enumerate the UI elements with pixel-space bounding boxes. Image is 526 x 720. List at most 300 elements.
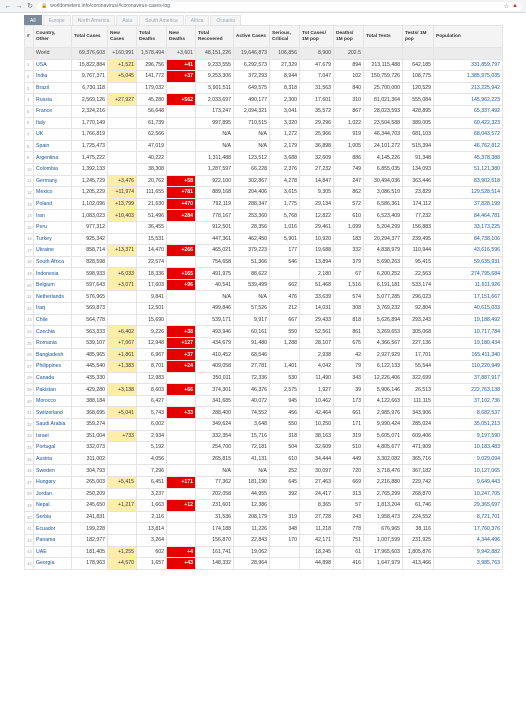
cell-new-cases	[108, 117, 137, 129]
cell-serious: 945	[270, 395, 300, 407]
cell-total-recovered: N/A	[196, 129, 234, 141]
cell-country[interactable]: Austria	[34, 453, 72, 465]
cell-deaths-per-1m: 1,099	[334, 221, 364, 233]
cell-deaths-per-1m: 202.5	[334, 48, 364, 60]
cell-deaths-per-1m: 308	[334, 303, 364, 315]
cell-new-cases	[108, 303, 137, 315]
back-arrow-icon[interactable]: ←	[4, 2, 12, 10]
table-row	[25, 430, 503, 442]
cell-total-tests: 9,990,424	[364, 419, 403, 431]
cell-total-recovered: 499,846	[196, 303, 234, 315]
cell-active-cases: 28,356	[234, 221, 270, 233]
cell-num: 7	[25, 129, 34, 141]
cell-new-cases	[108, 152, 137, 164]
cell-country[interactable]: Brazil	[34, 82, 72, 94]
header-country[interactable]: Country, Other	[34, 26, 72, 48]
cell-tot-cases-per-1m: 2,938	[300, 349, 334, 361]
cell-total-cases: 977,312	[72, 221, 108, 233]
warning-icon[interactable]: ▲	[512, 3, 518, 9]
cell-country[interactable]: Russia	[34, 94, 72, 106]
cell-num: 42	[25, 534, 34, 546]
star-icon[interactable]: ☆	[503, 3, 510, 10]
cell-total-recovered: 156,870	[196, 534, 234, 546]
tab-europe[interactable]: Europe	[43, 15, 71, 25]
cell-country[interactable]: UAE	[34, 546, 72, 558]
cell-total-recovered: 1,287,597	[196, 163, 234, 175]
header-active-cases[interactable]: Active Cases	[234, 26, 270, 48]
cell-serious: 3,615	[270, 187, 300, 199]
cell-total-deaths: 296,756	[137, 59, 167, 71]
table-row	[25, 476, 503, 488]
cell-active-cases: 710,515	[234, 117, 270, 129]
cell-new-deaths	[167, 129, 196, 141]
cell-deaths-per-1m: 379	[334, 256, 364, 268]
cell-total-cases: 182,977	[72, 534, 108, 546]
cell-country[interactable]: Turkey	[34, 233, 72, 245]
cell-deaths-per-1m: 1,516	[334, 279, 364, 291]
header-new-cases[interactable]: New Cases	[108, 26, 137, 48]
cell-total-tests: 5,204,299	[364, 221, 403, 233]
cell-total-deaths: 1,578,494	[137, 48, 167, 60]
header-population[interactable]: Population	[434, 26, 503, 48]
cell-total-recovered: 410,452	[196, 349, 234, 361]
cell-new-deaths: +96	[167, 279, 196, 291]
cell-population: 33,173,225	[434, 221, 503, 233]
cell-population: 59,635,931	[434, 256, 503, 268]
cell-total-tests: 5,906,146	[364, 384, 403, 396]
cell-new-cases: +1,861	[108, 349, 137, 361]
cell-new-cases: +4,570	[108, 558, 137, 570]
cell-country[interactable]: Romania	[34, 337, 72, 349]
table-row	[25, 291, 503, 303]
cell-tests-per-1m: 91,348	[403, 152, 434, 164]
cell-tests-per-1m: 231,925	[403, 534, 434, 546]
table-row	[25, 303, 503, 315]
cell-total-deaths: 1,663	[137, 500, 167, 512]
cell-num: 21	[25, 291, 34, 303]
cell-country[interactable]: Indonesia	[34, 268, 72, 280]
cell-country[interactable]: Saudi Arabia	[34, 419, 72, 431]
tab-oceania[interactable]: Oceania	[210, 15, 241, 25]
cell-country[interactable]: Jordan	[34, 488, 72, 500]
cell-deaths-per-1m: 867	[334, 105, 364, 117]
table-container	[0, 25, 526, 570]
cell-num: 33	[25, 430, 34, 442]
cell-total-deaths: 5,192	[137, 442, 167, 454]
cell-tests-per-1m: 428,895	[403, 105, 434, 117]
cell-tot-cases-per-1m: 33,639	[300, 291, 334, 303]
cell-total-recovered: 539,171	[196, 314, 234, 326]
cell-serious: 5,901	[270, 233, 300, 245]
table-row	[25, 326, 503, 338]
cell-deaths-per-1m: 894	[334, 59, 364, 71]
cell-population: 40,615,033	[434, 303, 503, 315]
header-num[interactable]: #	[25, 26, 34, 48]
cell-tot-cases-per-1m: 27,463	[300, 476, 334, 488]
cell-country[interactable]: Sweden	[34, 465, 72, 477]
cell-tot-cases-per-1m: 19,688	[300, 245, 334, 257]
cell-total-deaths: 15,690	[137, 314, 167, 326]
cell-total-tests: 4,805,677	[364, 442, 403, 454]
cell-country[interactable]: Georgia	[34, 558, 72, 570]
header-new-deaths[interactable]: New Deaths	[167, 26, 196, 48]
cell-country[interactable]: South Africa	[34, 256, 72, 268]
cell-new-cases: +13,371	[108, 245, 137, 257]
cell-new-deaths	[167, 395, 196, 407]
cell-total-deaths: 12,948	[137, 337, 167, 349]
cell-total-cases: 485,965	[72, 349, 108, 361]
cell-num: 29	[25, 384, 34, 396]
header-total-deaths[interactable]: Total Deaths	[137, 26, 167, 48]
address-bar[interactable]	[37, 2, 522, 11]
cell-active-cases: 46,376	[234, 384, 270, 396]
cell-total-deaths: 51,496	[137, 210, 167, 222]
cell-serious: 348	[270, 523, 300, 535]
cell-serious: 319	[270, 511, 300, 523]
cell-num	[25, 48, 34, 60]
table-row	[25, 546, 503, 558]
cell-new-deaths: +37	[167, 71, 196, 83]
cell-total-deaths: 61,739	[137, 117, 167, 129]
cell-deaths-per-1m: 818	[334, 314, 364, 326]
cell-active-cases: 74,552	[234, 407, 270, 419]
cell-population: 46,762,812	[434, 140, 503, 152]
cell-total-cases: 1,475,222	[72, 152, 108, 164]
tab-all[interactable]: All	[24, 15, 42, 25]
cell-country[interactable]: Iraq	[34, 303, 72, 315]
cell-total-tests: 24,101,272	[364, 140, 403, 152]
cell-active-cases: 27,781	[234, 361, 270, 373]
cell-country[interactable]: Ecuador	[34, 523, 72, 535]
cell-total-recovered: N/A	[196, 291, 234, 303]
cell-total-deaths: 21,630	[137, 198, 167, 210]
cell-population: 9,197,590	[434, 430, 503, 442]
cell-deaths-per-1m: 510	[334, 442, 364, 454]
cell-country[interactable]: Italy	[34, 117, 72, 129]
table-row	[25, 442, 503, 454]
tab-north-america[interactable]: North America	[72, 15, 116, 25]
cell-tests-per-1m: 26,513	[403, 384, 434, 396]
cell-serious: 550	[270, 326, 300, 338]
cell-deaths-per-1m: 39	[334, 384, 364, 396]
table-row	[25, 407, 503, 419]
cell-total-cases: 2,569,126	[72, 94, 108, 106]
cell-population: 11,611,926	[434, 279, 503, 291]
cell-tests-per-1m: 322,699	[403, 372, 434, 384]
tab-africa[interactable]: Africa	[185, 15, 210, 25]
cell-country[interactable]: Germany	[34, 175, 72, 187]
cell-total-tests: 5,605,071	[364, 430, 403, 442]
cell-deaths-per-1m: 343	[334, 372, 364, 384]
cell-total-cases: 241,831	[72, 511, 108, 523]
tab-asia[interactable]: Asia	[116, 15, 138, 25]
cell-total-recovered: 889,168	[196, 187, 234, 199]
cell-total-tests: 3,302,082	[364, 453, 403, 465]
cell-total-deaths: 7,296	[137, 465, 167, 477]
cell-num: 27	[25, 361, 34, 373]
cell-country[interactable]: Peru	[34, 221, 72, 233]
header-tests-per-1m[interactable]: Tests/ 1M pop	[403, 26, 434, 48]
cell-total-cases: 9,767,371	[72, 71, 108, 83]
cell-tests-per-1m: 23,829	[403, 187, 434, 199]
cell-active-cases: 123,512	[234, 152, 270, 164]
cell-serious	[270, 546, 300, 558]
cell-active-cases: 649,575	[234, 82, 270, 94]
cell-num: 28	[25, 372, 34, 384]
cell-total-cases: 69,376,603	[72, 48, 108, 60]
cell-deaths-per-1m: 313	[334, 488, 364, 500]
cell-country[interactable]: Philippines	[34, 361, 72, 373]
cell-serious	[270, 558, 300, 570]
cell-total-tests: 23,504,588	[364, 117, 403, 129]
cell-total-tests: 28,023,593	[364, 105, 403, 117]
cell-num: 1	[25, 59, 34, 71]
cell-total-tests: 150,759,726	[364, 71, 403, 83]
cell-serious: 1,401	[270, 361, 300, 373]
header-total-tests[interactable]: Total Tests	[364, 26, 403, 48]
cell-total-deaths: 15,531	[137, 233, 167, 245]
cell-country[interactable]: Colombia	[34, 163, 72, 175]
cell-new-cases	[108, 140, 137, 152]
cell-population: 65,337,492	[434, 105, 503, 117]
cell-active-cases: 41,131	[234, 453, 270, 465]
cell-country[interactable]: Argentina	[34, 152, 72, 164]
cell-total-recovered: 922,100	[196, 175, 234, 187]
cell-deaths-per-1m: 173	[334, 395, 364, 407]
cell-num: 43	[25, 546, 34, 558]
cell-deaths-per-1m: 1,005	[334, 140, 364, 152]
table-row	[25, 256, 503, 268]
cell-country[interactable]: France	[34, 105, 72, 117]
cell-total-tests: 6,200,252	[364, 268, 403, 280]
cell-total-deaths: 6,002	[137, 419, 167, 431]
cell-population: 222,763,138	[434, 384, 503, 396]
header-total-recovered[interactable]: Total Recovered	[196, 26, 234, 48]
header-tot-cases-per-1m[interactable]: Tot Cases/ 1M pop	[300, 26, 334, 48]
cell-total-recovered: 434,679	[196, 337, 234, 349]
cell-active-cases: N/A	[234, 140, 270, 152]
cell-active-cases: 181,190	[234, 476, 270, 488]
cell-population: 19,180,434	[434, 337, 503, 349]
table-row	[25, 129, 503, 141]
cell-serious: 476	[270, 291, 300, 303]
table-row	[25, 500, 503, 512]
cell-country[interactable]: Poland	[34, 198, 72, 210]
cell-total-tests	[364, 48, 403, 60]
cell-tot-cases-per-1m: 14,847	[300, 175, 334, 187]
cell-total-cases: 1,102,096	[72, 198, 108, 210]
table-row	[25, 395, 503, 407]
cell-deaths-per-1m: 183	[334, 233, 364, 245]
cell-country[interactable]: Canada	[34, 372, 72, 384]
cell-new-deaths	[167, 152, 196, 164]
cell-population: 19,188,492	[434, 314, 503, 326]
cell-total-deaths: 141,772	[137, 71, 167, 83]
cell-total-cases: 1,770,149	[72, 117, 108, 129]
cell-total-deaths: 2,934	[137, 430, 167, 442]
table-row	[25, 117, 503, 129]
cell-new-cases: +13,799	[108, 198, 137, 210]
cell-total-cases: 539,107	[72, 337, 108, 349]
cell-total-recovered: 912,501	[196, 221, 234, 233]
cell-country[interactable]: Serbia	[34, 511, 72, 523]
cell-tests-per-1m: 515,394	[403, 140, 434, 152]
cell-serious: 1,288	[270, 337, 300, 349]
cell-new-cases	[108, 511, 137, 523]
cell-tot-cases-per-1m: 14,031	[300, 303, 334, 315]
table-row	[25, 511, 503, 523]
cell-country[interactable]: Nepal	[34, 500, 72, 512]
cell-tot-cases-per-1m: 29,433	[300, 314, 334, 326]
cell-tot-cases-per-1m: 10,462	[300, 395, 334, 407]
cell-new-deaths: +470	[167, 198, 196, 210]
cell-country[interactable]: Chile	[34, 314, 72, 326]
cell-serious: 8,318	[270, 82, 300, 94]
cell-total-recovered: 493,946	[196, 326, 234, 338]
cell-tests-per-1m: 555,084	[403, 94, 434, 106]
cell-total-cases: 828,598	[72, 256, 108, 268]
cell-total-cases: 1,766,819	[72, 129, 108, 141]
cell-total-deaths: 602	[137, 546, 167, 558]
cell-serious: 2,575	[270, 384, 300, 396]
cell-total-tests: 4,838,979	[364, 245, 403, 257]
cell-country[interactable]: Panama	[34, 534, 72, 546]
cell-total-tests: 676,965	[364, 523, 403, 535]
cell-country[interactable]: Bangladesh	[34, 349, 72, 361]
cell-deaths-per-1m: 675	[334, 337, 364, 349]
cell-new-cases	[108, 129, 137, 141]
cell-new-deaths: +66	[167, 384, 196, 396]
cell-total-tests: 17,965,603	[364, 546, 403, 558]
cell-total-deaths: 17,603	[137, 279, 167, 291]
tab-south-america[interactable]: South America	[139, 15, 184, 25]
cell-total-cases: 181,405	[72, 546, 108, 558]
cell-country[interactable]: Iran	[34, 210, 72, 222]
cell-population: 51,121,380	[434, 163, 503, 175]
cell-deaths-per-1m: 57	[334, 500, 364, 512]
cell-new-deaths	[167, 256, 196, 268]
cell-active-cases: 12,386	[234, 500, 270, 512]
cell-new-deaths	[167, 430, 196, 442]
cell-active-cases: 490,177	[234, 94, 270, 106]
cell-tot-cases-per-1m: 32,609	[300, 152, 334, 164]
cell-country[interactable]: Morocco	[34, 395, 72, 407]
cell-tot-cases-per-1m: 28,107	[300, 337, 334, 349]
cell-num: 36	[25, 465, 34, 477]
cell-deaths-per-1m: 749	[334, 163, 364, 175]
cell-population: 37,828,199	[434, 198, 503, 210]
cell-population: 43,616,596	[434, 245, 503, 257]
table-row	[25, 152, 503, 164]
cell-new-cases	[108, 453, 137, 465]
cell-total-recovered: 374,301	[196, 384, 234, 396]
cell-active-cases: 72,336	[234, 372, 270, 384]
cell-total-tests: 3,269,653	[364, 326, 403, 338]
cell-total-tests: 25,700,000	[364, 82, 403, 94]
cell-country[interactable]: Mexico	[34, 187, 72, 199]
cell-total-tests: 5,690,263	[364, 256, 403, 268]
cell-country[interactable]: Spain	[34, 140, 72, 152]
header-deaths-per-1m[interactable]: Deaths/ 1M pop	[334, 26, 364, 48]
forward-arrow-icon[interactable]: →	[15, 2, 23, 10]
cell-tot-cases-per-1m: 8,365	[300, 500, 334, 512]
cell-num: 19	[25, 268, 34, 280]
cell-num: 35	[25, 453, 34, 465]
cell-country[interactable]: Switzerland	[34, 407, 72, 419]
cell-tot-cases-per-1m: 47,679	[300, 59, 334, 71]
cell-tests-per-1m: 293,243	[403, 314, 434, 326]
cell-country[interactable]: Czechia	[34, 326, 72, 338]
cell-country[interactable]: Ukraine	[34, 245, 72, 257]
cell-total-cases: 2,324,216	[72, 105, 108, 117]
cell-deaths-per-1m: 319	[334, 430, 364, 442]
cell-tot-cases-per-1m: 10,250	[300, 419, 334, 431]
cell-new-deaths: +562	[167, 94, 196, 106]
cell-tests-per-1m: 38,116	[403, 523, 434, 535]
cell-country[interactable]: Portugal	[34, 442, 72, 454]
cell-total-cases: 569,873	[72, 303, 108, 315]
reload-icon[interactable]: ↻	[27, 2, 33, 10]
cell-total-deaths: 3,237	[137, 488, 167, 500]
cell-serious: 177	[270, 245, 300, 257]
cell-country[interactable]: Pakistan	[34, 384, 72, 396]
cell-total-cases: 435,330	[72, 372, 108, 384]
cell-country[interactable]: Israel	[34, 430, 72, 442]
cell-num: 26	[25, 349, 34, 361]
cell-country[interactable]: UK	[34, 129, 72, 141]
cell-active-cases: 253,360	[234, 210, 270, 222]
cell-population: 29,365,697	[434, 500, 503, 512]
cell-total-tests: 12,226,406	[364, 372, 403, 384]
cell-country[interactable]: Netherlands	[34, 291, 72, 303]
cell-country[interactable]: Belgium	[34, 279, 72, 291]
cell-total-tests: 3,086,510	[364, 187, 403, 199]
cell-total-recovered: 173,247	[196, 105, 234, 117]
header-total-cases[interactable]: Total Cases	[72, 26, 108, 48]
table-row	[25, 210, 503, 222]
cell-country[interactable]: USA	[34, 59, 72, 71]
cell-population: 37,887,917	[434, 372, 503, 384]
cell-tests-per-1m: 343,906	[403, 407, 434, 419]
cell-total-cases: 332,073	[72, 442, 108, 454]
cell-total-cases: 564,778	[72, 314, 108, 326]
cell-tests-per-1m: 363,446	[403, 175, 434, 187]
cell-tests-per-1m: 111,115	[403, 395, 434, 407]
cell-total-cases: 1,083,023	[72, 210, 108, 222]
cell-num: 38	[25, 488, 34, 500]
cell-serious: 546	[270, 256, 300, 268]
cell-population: 213,225,942	[434, 82, 503, 94]
cell-total-tests: 6,855,035	[364, 163, 403, 175]
header-serious[interactable]: Serious, Critical	[270, 26, 300, 48]
cell-new-deaths	[167, 523, 196, 535]
cell-active-cases: 288,347	[234, 198, 270, 210]
cell-active-cases: 88,622	[234, 268, 270, 280]
cell-population: 145,962,223	[434, 94, 503, 106]
cell-country[interactable]: Hungary	[34, 476, 72, 488]
cell-serious: 252	[270, 465, 300, 477]
cell-new-deaths	[167, 534, 196, 546]
cell-serious: 550	[270, 419, 300, 431]
cell-population: 9,029,094	[434, 453, 503, 465]
table-row	[25, 59, 503, 71]
cell-country[interactable]: India	[34, 71, 72, 83]
cell-active-cases: 6,292,573	[234, 59, 270, 71]
cell-deaths-per-1m: 171	[334, 419, 364, 431]
cell-total-tests: 6,191,181	[364, 279, 403, 291]
table-row	[25, 372, 503, 384]
cell-deaths-per-1m: 449	[334, 453, 364, 465]
